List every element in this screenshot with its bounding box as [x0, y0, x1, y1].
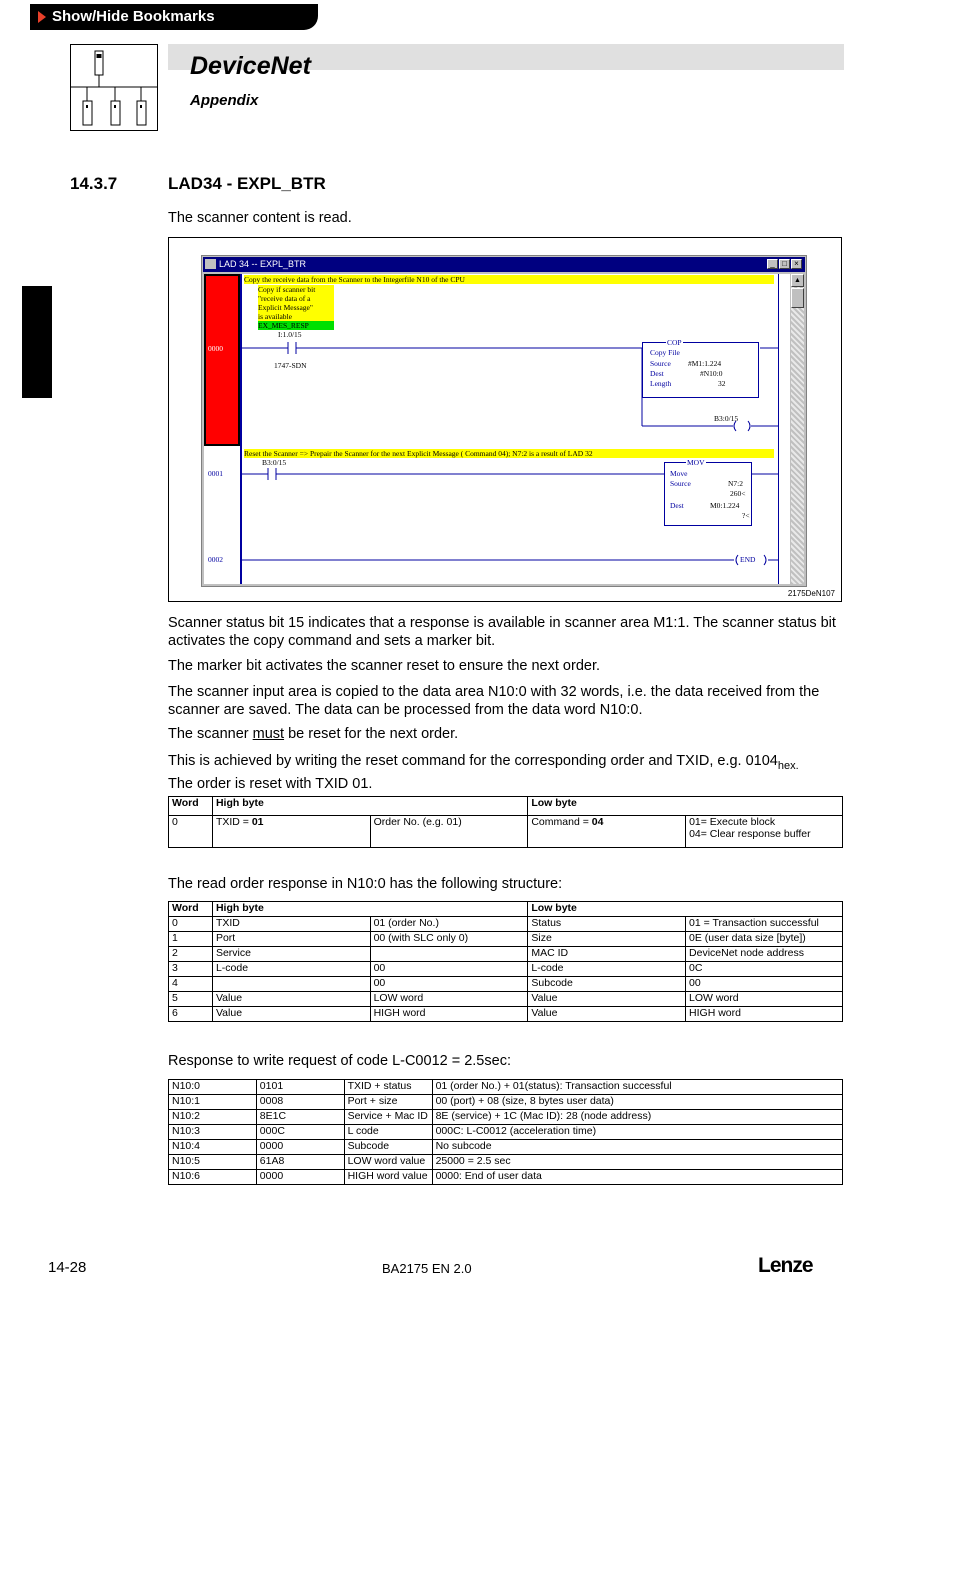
t3-cell: L code — [344, 1125, 432, 1140]
cop-length-label: Length — [650, 379, 672, 388]
t1-header-low: Low byte — [528, 797, 843, 816]
t2-row — [169, 932, 843, 947]
t2-cell: 01 (order No.) — [370, 917, 528, 932]
t3-cell: 8E1C — [256, 1110, 344, 1125]
t2-cell: 6 — [169, 1007, 213, 1022]
t2-cell: TXID — [212, 917, 370, 932]
rung-0-coil-address: B3:0/15 — [714, 414, 739, 423]
t3-cell: 0101 — [256, 1080, 344, 1095]
t2-cell: LOW word — [686, 992, 843, 1007]
t1-txid-label: TXID = — [215, 816, 252, 828]
t2-header-high: High byte — [212, 902, 527, 917]
paragraph-copy-area: The scanner input area is copied to the data area N10:0 with 32 words, i.e. the data received from the scanner are saved. The data can be processed from the data word N10:0. — [168, 684, 820, 718]
app-icon — [205, 259, 216, 269]
figure-id: 2175DeN107 — [787, 589, 835, 598]
cop-source-label: Source — [650, 359, 671, 368]
t2-row — [169, 917, 843, 932]
ladder-canvas — [204, 274, 790, 584]
rung-2-wiring — [242, 550, 782, 570]
close-button[interactable]: × — [791, 259, 802, 269]
t3-cell: N10:1 — [169, 1095, 257, 1110]
scroll-thumb[interactable] — [791, 288, 804, 308]
maximize-button[interactable]: □ — [779, 259, 790, 269]
t3-cell: N10:0 — [169, 1080, 257, 1095]
must-after: be reset for the next order. — [284, 726, 459, 742]
end-label: END — [740, 555, 756, 564]
cop-header: COP — [667, 338, 682, 347]
t3-cell: HIGH word value — [344, 1170, 432, 1185]
intro-text: The scanner content is read. — [168, 210, 352, 226]
table3-caption: Response to write request of code L-C0012 = 2.5sec: — [168, 1053, 511, 1069]
t2-cell: 00 — [686, 977, 843, 992]
t1-order: Order No. (e.g. 01) — [370, 816, 528, 848]
t3-row — [169, 1110, 843, 1125]
cop-name: Copy File — [650, 348, 680, 357]
paragraph-must-reset — [168, 725, 844, 743]
t1-desc-2: 04= Clear response buffer — [689, 828, 811, 840]
t3-cell: Service + Mac ID — [344, 1110, 432, 1125]
t3-cell: 0000: End of user data — [432, 1170, 842, 1185]
t2-cell: Value — [212, 1007, 370, 1022]
rung-0-note-tag: EX_MES_RESP — [258, 321, 334, 330]
t2-cell: MAC ID — [528, 947, 686, 962]
response-structure-table — [168, 901, 843, 1022]
network-topology-icon — [70, 44, 158, 131]
t2-cell: Size — [528, 932, 686, 947]
t3-cell: N10:2 — [169, 1110, 257, 1125]
t3-cell: Port + size — [344, 1095, 432, 1110]
t3-row — [169, 1125, 843, 1140]
t3-row — [169, 1080, 843, 1095]
command-table — [168, 796, 843, 848]
t1-header-high: High byte — [212, 797, 527, 816]
scroll-up-icon[interactable]: ▲ — [791, 274, 804, 287]
page-number: 14-28 — [48, 1259, 87, 1276]
show-hide-bookmarks-button[interactable] — [30, 4, 318, 30]
t3-row — [169, 1155, 843, 1170]
rung-0-contact-label: 1747-SDN — [274, 361, 307, 370]
paragraph-marker-bit: The marker bit activates the scanner reset to ensure the next order. — [168, 658, 600, 674]
t1-txid-value: 01 — [251, 816, 264, 828]
t3-cell: 0000 — [256, 1170, 344, 1185]
window-titlebar — [203, 257, 805, 272]
rung-0-note-3: Explicit Message" — [258, 303, 334, 312]
t2-cell: 01 = Transaction successful — [686, 917, 843, 932]
rung-1-comment: Reset the Scanner => Prepair the Scanner for the next Explicit Message ( Command 04); N7:2 is a result of LAD 32 — [244, 449, 774, 458]
table2-caption: The read order response in N10:0 has the following structure: — [168, 876, 563, 892]
t2-cell: HIGH word — [686, 1007, 843, 1022]
t2-cell: Value — [212, 992, 370, 1007]
t2-row — [169, 1007, 843, 1022]
ladder-window — [201, 255, 807, 587]
cop-dest-label: Dest — [650, 369, 664, 378]
rung-1-number: 0001 — [208, 469, 223, 478]
chapter-marker — [22, 286, 52, 398]
write-response-table — [168, 1079, 843, 1185]
t1-word: 0 — [169, 816, 213, 848]
t2-row — [169, 992, 843, 1007]
t3-row — [169, 1140, 843, 1155]
t2-cell: 0E (user data size [byte]) — [686, 932, 843, 947]
cop-source: #M1:1.224 — [688, 359, 722, 368]
t2-cell: 5 — [169, 992, 213, 1007]
t3-row — [169, 1095, 843, 1110]
t2-cell: Value — [528, 992, 686, 1007]
mov-source-label: Source — [670, 479, 691, 488]
window-title: LAD 34 -- EXPL_BTR — [219, 259, 307, 269]
section-title: LAD34 - EXPL_BTR — [168, 174, 326, 193]
rung-0-note-2: "receive data of a — [258, 294, 334, 303]
doc-subtitle: Appendix — [190, 92, 259, 109]
rung-selection-marker — [204, 274, 240, 446]
t2-row — [169, 947, 843, 962]
t2-cell: LOW word — [370, 992, 528, 1007]
txid-line1: This is achieved by writing the reset command for the corresponding order and TXID, e.g. 0104 — [168, 753, 778, 769]
mov-source: N7:2 — [728, 479, 743, 488]
vertical-scrollbar[interactable] — [791, 274, 804, 584]
t3-cell: 00 (port) + 08 (size, 8 bytes user data) — [432, 1095, 842, 1110]
t3-cell: LOW word value — [344, 1155, 432, 1170]
rung-0-note-4: is available — [258, 312, 334, 321]
t2-cell: 00 — [370, 962, 528, 977]
txid-subscript: hex. — [777, 759, 799, 772]
t2-cell: Service — [212, 947, 370, 962]
t2-cell: 2 — [169, 947, 213, 962]
must-underlined: must — [252, 726, 285, 742]
rung-0-contact-address: I:1.0/15 — [278, 330, 302, 339]
mov-name: Move — [670, 469, 688, 478]
rung-2-number: 0002 — [208, 555, 223, 564]
rung-0-number: 0000 — [208, 344, 223, 353]
t3-cell: 01 (order No.) + 01(status): Transaction successful — [432, 1080, 842, 1095]
mov-dest: M0:1.224 — [710, 501, 740, 510]
txid-line2: The order is reset with TXID 01. — [168, 775, 373, 792]
rung-0-note-1: Copy if scanner bit — [258, 285, 334, 294]
t2-cell: L-code — [212, 962, 370, 977]
t3-cell: 0008 — [256, 1095, 344, 1110]
t1-header-word: Word — [169, 797, 213, 816]
t3-cell: No subcode — [432, 1140, 842, 1155]
ladder-figure — [168, 237, 842, 602]
t2-cell: DeviceNet node address — [686, 947, 843, 962]
t2-cell: Subcode — [528, 977, 686, 992]
t2-header-word: Word — [169, 902, 213, 917]
doc-title: DeviceNet — [190, 52, 311, 80]
t2-cell: 0C — [686, 962, 843, 977]
mov-dest-value: ?< — [742, 511, 750, 520]
t2-cell: 00 (with SLC only 0) — [370, 932, 528, 947]
t1-desc-1: 01= Execute block — [689, 816, 776, 828]
t2-cell: Value — [528, 1007, 686, 1022]
t2-row — [169, 962, 843, 977]
t3-cell: Subcode — [344, 1140, 432, 1155]
paragraph-status-bit: Scanner status bit 15 indicates that a response is available in scanner area M1:1. The scanner status bit activates the copy command and sets a marker bit. — [168, 615, 836, 649]
t2-cell: 3 — [169, 962, 213, 977]
section-number: 14.3.7 — [70, 174, 118, 193]
t2-cell — [212, 977, 370, 992]
t3-cell: 000C — [256, 1125, 344, 1140]
must-before: The scanner — [168, 726, 253, 742]
t3-cell: N10:5 — [169, 1155, 257, 1170]
cop-dest: #N10:0 — [700, 369, 723, 378]
triangle-right-icon — [38, 11, 46, 23]
t3-cell: 000C: L-C0012 (acceleration time) — [432, 1125, 842, 1140]
t3-cell: N10:3 — [169, 1125, 257, 1140]
t2-row — [169, 977, 843, 992]
t3-cell: 61A8 — [256, 1155, 344, 1170]
t3-cell: 8E (service) + 1C (Mac ID): 28 (node address) — [432, 1110, 842, 1125]
mov-dest-label: Dest — [670, 501, 684, 510]
t1-cmd-value: 04 — [591, 816, 604, 828]
t2-cell: Port — [212, 932, 370, 947]
t2-cell: Status — [528, 917, 686, 932]
minimize-button[interactable]: _ — [767, 259, 778, 269]
t2-cell: 1 — [169, 932, 213, 947]
t3-cell: N10:4 — [169, 1140, 257, 1155]
bookmark-tab-label: Show/Hide Bookmarks — [52, 8, 215, 25]
paragraph-txid — [168, 752, 844, 793]
cop-length: 32 — [718, 379, 726, 388]
brand-logo: Lenze — [758, 1254, 813, 1277]
t2-cell: 4 — [169, 977, 213, 992]
doc-code: BA2175 EN 2.0 — [382, 1261, 472, 1276]
mov-source-value: 260< — [730, 489, 746, 498]
t2-header-low: Low byte — [528, 902, 843, 917]
t3-cell: N10:6 — [169, 1170, 257, 1185]
t3-cell: TXID + status — [344, 1080, 432, 1095]
mov-header: MOV — [687, 458, 705, 467]
t2-cell: 00 — [370, 977, 528, 992]
t1-cmd-label: Command = — [531, 816, 592, 828]
t1-command — [528, 816, 686, 848]
t1-txid — [212, 816, 370, 848]
rung-0-comment: Copy the receive data from the Scanner to the Integerfile N10 of the CPU — [244, 275, 774, 284]
t2-cell: HIGH word — [370, 1007, 528, 1022]
t1-desc — [686, 816, 843, 848]
rung-1-contact-address: B3:0/15 — [262, 458, 287, 467]
t2-cell: 0 — [169, 917, 213, 932]
t2-cell: L-code — [528, 962, 686, 977]
t3-row — [169, 1170, 843, 1185]
t3-cell: 0000 — [256, 1140, 344, 1155]
t3-cell: 25000 = 2.5 sec — [432, 1155, 842, 1170]
t2-cell — [370, 947, 528, 962]
